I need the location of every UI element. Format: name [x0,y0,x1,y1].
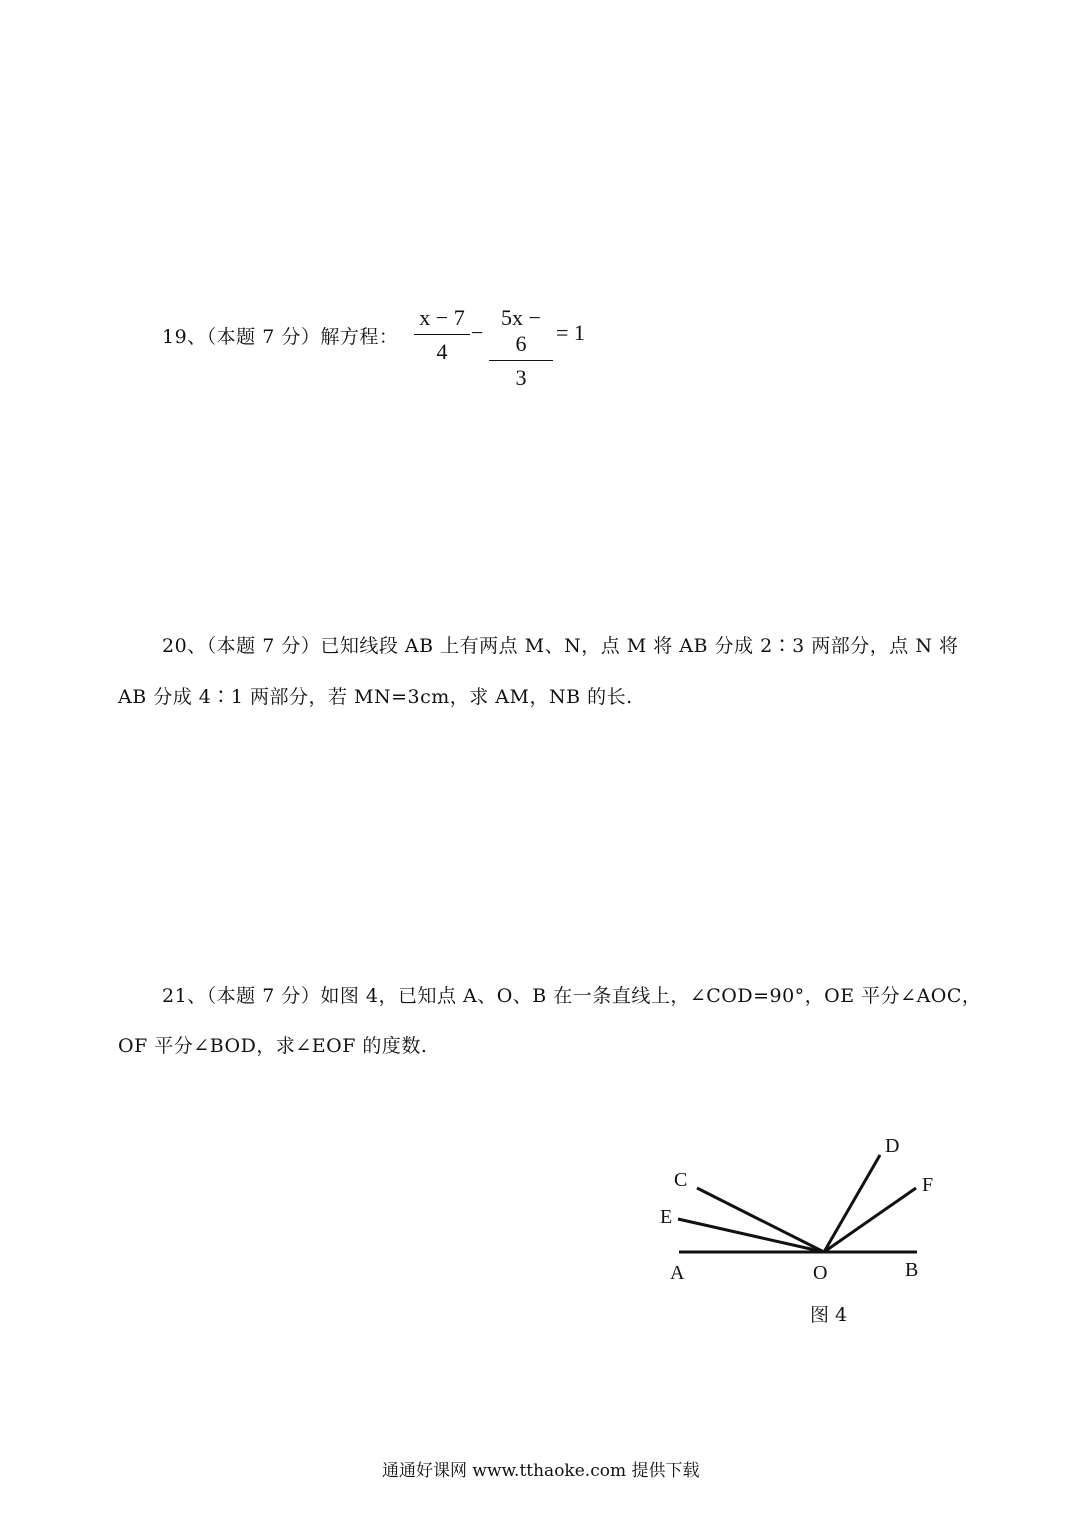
label-d: D [885,1135,900,1157]
label-f: F [922,1174,934,1196]
fraction-1-numerator: x − 7 [419,305,465,330]
minus-sign: − [471,320,484,345]
ray-of [824,1188,916,1252]
question-21-line-1: 21、（本题 7 分）如图 4，已知点 A、O、B 在一条直线上，∠COD=90°，OE 平分∠AOC， [162,985,982,1007]
figure-caption: 图 4 [810,1304,848,1326]
question-20-line-2: AB 分成 4∶1 两部分，若 MN=3cm，求 AM，NB 的长. [118,686,633,708]
question-19-text: 19、（本题 7 分）解方程： [162,326,399,348]
label-b: B [905,1259,919,1281]
fraction-1-denominator: 4 [436,339,448,364]
question-21-line-2: OF 平分∠BOD，求∠EOF 的度数. [118,1035,428,1057]
label-o: O [813,1262,828,1284]
fraction-2-numerator: 5x − 6 [501,305,541,356]
question-20-line-1: 20、（本题 7 分）已知线段 AB 上有两点 M、N，点 M 将 AB 分成 2∶3 两部分，点 N 将 [162,635,959,657]
label-a: A [670,1262,685,1284]
ray-oe [678,1219,824,1252]
ray-od [824,1155,880,1252]
fraction-2-denominator: 3 [515,365,527,390]
label-e: E [660,1206,673,1228]
label-c: C [674,1169,688,1191]
ray-oc [697,1188,824,1252]
equation-rhs: = 1 [556,320,585,345]
footer-text: 通通好课网 www.tthaoke.com 提供下载 [382,1461,700,1481]
